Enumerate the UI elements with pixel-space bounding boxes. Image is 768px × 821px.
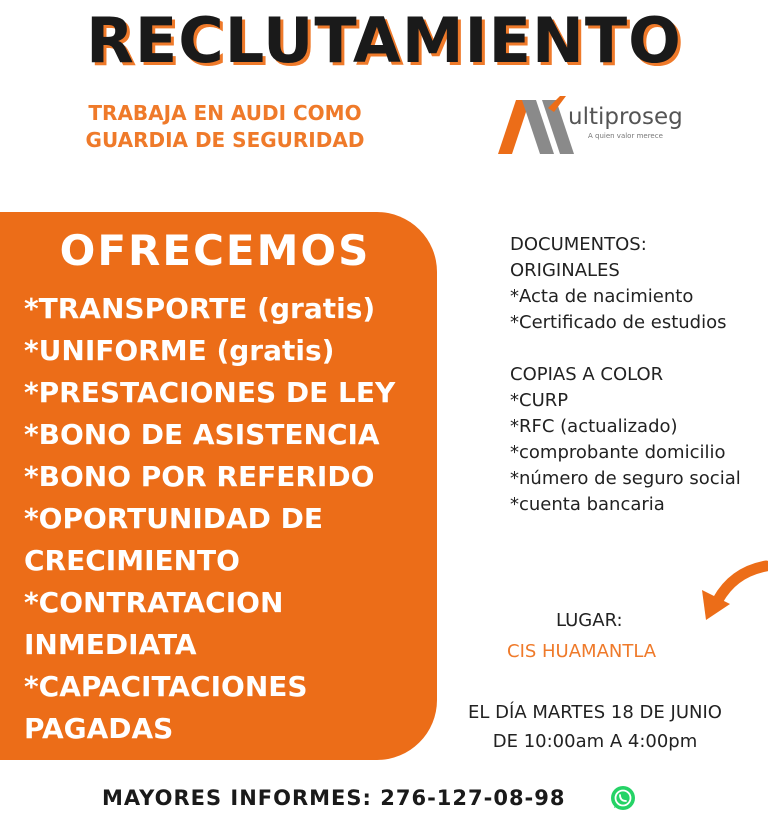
originals-heading: ORIGINALES bbox=[510, 260, 620, 281]
logo-m-mark-icon bbox=[496, 92, 576, 158]
contact-info: MAYORES INFORMES: 276-127-08-98 bbox=[102, 786, 566, 810]
offer-item: *CAPACITACIONES PAGADAS bbox=[24, 670, 308, 745]
curved-arrow-icon bbox=[700, 560, 768, 630]
offers-title: OFRECEMOS bbox=[59, 226, 371, 275]
offer-item: *TRANSPORTE (gratis) bbox=[24, 292, 376, 325]
copy-item: *cuenta bancaria bbox=[510, 494, 665, 515]
copies-section bbox=[510, 362, 741, 518]
schedule-hours: DE 10:00am A 4:00pm bbox=[492, 731, 698, 752]
copy-item: *número de seguro social bbox=[510, 468, 741, 489]
schedule-info bbox=[440, 698, 750, 756]
offer-item: *BONO POR REFERIDO bbox=[24, 460, 375, 493]
job-subtitle bbox=[40, 100, 410, 154]
documents-heading: DOCUMENTOS: bbox=[510, 234, 647, 255]
offer-item: *CONTRATACION INMEDIATA bbox=[24, 586, 284, 661]
documents-section bbox=[510, 232, 726, 336]
logo-brand-text: ultiproseg bbox=[568, 104, 683, 130]
location-label: LUGAR: bbox=[556, 610, 623, 631]
offer-item: *UNIFORME (gratis) bbox=[24, 334, 335, 367]
multiproseg-logo bbox=[496, 92, 716, 158]
copy-item: *comprobante domicilio bbox=[510, 442, 726, 463]
document-item: *Certificado de estudios bbox=[510, 312, 727, 333]
copy-item: *CURP bbox=[510, 390, 569, 411]
schedule-date: EL DÍA MARTES 18 DE JUNIO bbox=[468, 702, 722, 723]
offers-list bbox=[24, 288, 434, 750]
logo-tagline: A quien valor merece bbox=[588, 132, 663, 140]
subtitle-line-1: TRABAJA EN AUDI COMO bbox=[88, 101, 362, 125]
copies-heading: COPIAS A COLOR bbox=[510, 364, 664, 385]
offer-item: *PRESTACIONES DE LEY bbox=[24, 376, 396, 409]
document-item: *Acta de nacimiento bbox=[510, 286, 694, 307]
page-title: RECLUTAMIENTO bbox=[86, 4, 682, 77]
location-value: CIS HUAMANTLA bbox=[507, 641, 657, 662]
offer-item: *OPORTUNIDAD DE CRECIMIENTO bbox=[24, 502, 324, 577]
subtitle-line-2: GUARDIA DE SEGURIDAD bbox=[85, 128, 365, 152]
whatsapp-icon bbox=[610, 785, 636, 811]
offer-item: *BONO DE ASISTENCIA bbox=[24, 418, 380, 451]
copy-item: *RFC (actualizado) bbox=[510, 416, 678, 437]
